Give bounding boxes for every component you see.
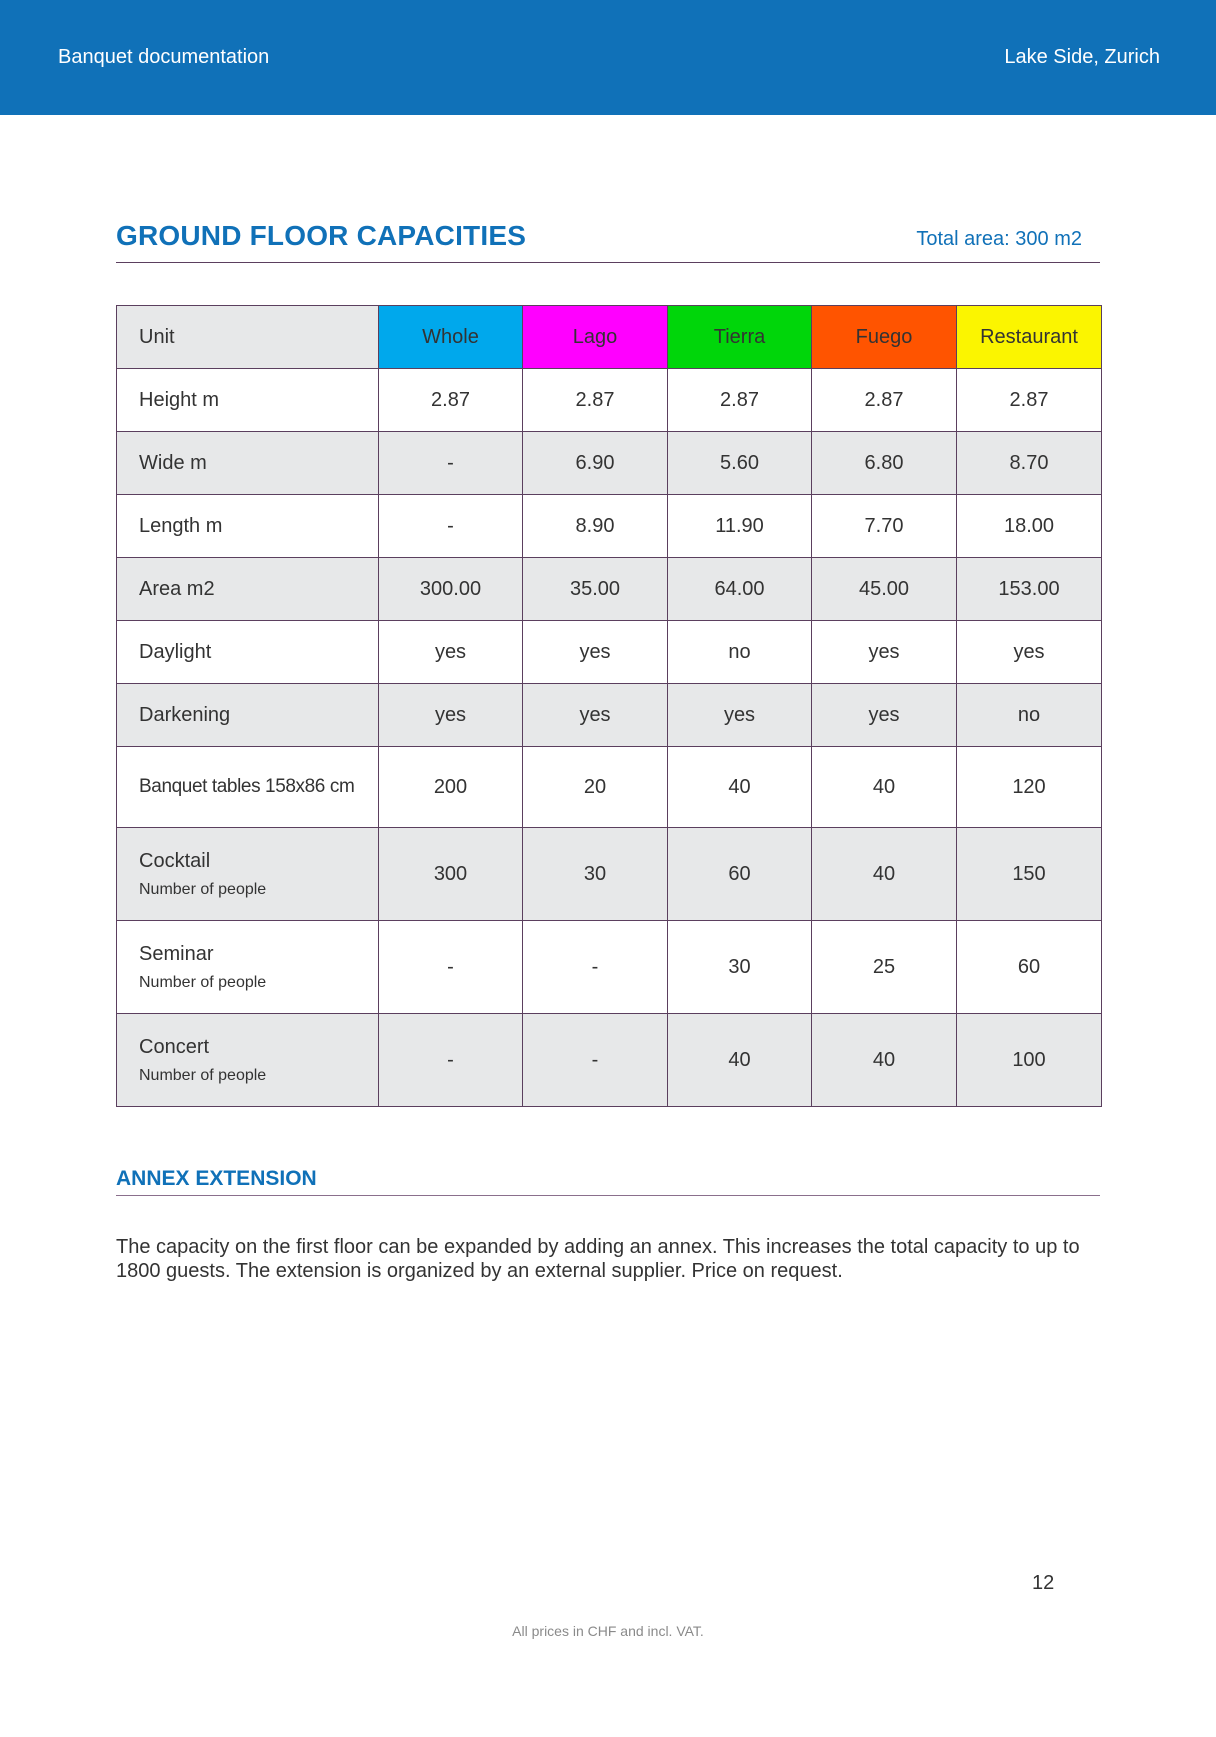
table-row	[117, 747, 1102, 828]
row-label-cell	[117, 828, 379, 921]
capacity-table	[116, 305, 1102, 1107]
table-cell: yes	[379, 621, 523, 684]
table-cell: 2.87	[379, 369, 523, 432]
table-cell: 2.87	[523, 369, 668, 432]
row-label-cell	[117, 921, 379, 1014]
table-cell: 150	[957, 828, 1102, 921]
table-cell: -	[379, 432, 523, 495]
table-cell: 40	[668, 747, 812, 828]
table-cell: -	[379, 1014, 523, 1107]
table-cell: -	[379, 921, 523, 1014]
table-cell: 35.00	[523, 558, 668, 621]
table-header-row	[117, 306, 1102, 369]
table-cell: 60	[668, 828, 812, 921]
table-cell: 30	[668, 921, 812, 1014]
table-cell: -	[523, 921, 668, 1014]
section-title: GROUND FLOOR CAPACITIES	[116, 220, 527, 251]
table-cell: 8.70	[957, 432, 1102, 495]
table-row	[117, 828, 1102, 921]
venue-location: Lake Side, Zurich	[1004, 46, 1160, 68]
row-label: Daylight	[117, 621, 379, 684]
table-row	[117, 1014, 1102, 1107]
row-label: Wide m	[117, 432, 379, 495]
table-cell: 6.80	[812, 432, 957, 495]
column-header-whole: Whole	[379, 306, 523, 369]
table-cell: 153.00	[957, 558, 1102, 621]
table-cell: 300	[379, 828, 523, 921]
table-cell: 20	[523, 747, 668, 828]
table-cell: 100	[957, 1014, 1102, 1107]
table-cell: yes	[957, 621, 1102, 684]
table-cell: 2.87	[668, 369, 812, 432]
row-label: Darkening	[117, 684, 379, 747]
title-divider	[116, 262, 1100, 263]
row-label: Height m	[117, 369, 379, 432]
row-label: Concert	[139, 1035, 210, 1058]
table-cell: -	[523, 1014, 668, 1107]
row-sublabel: Number of people	[139, 973, 267, 991]
footer-note: All prices in CHF and incl. VAT.	[512, 1623, 704, 1639]
column-header-lago: Lago	[523, 306, 668, 369]
table-cell: 18.00	[957, 495, 1102, 558]
table-cell: 40	[812, 1014, 957, 1107]
column-header-restaurant: Restaurant	[957, 306, 1102, 369]
header-bar	[0, 0, 1216, 115]
table-cell: yes	[523, 684, 668, 747]
row-label: Cocktail	[139, 849, 211, 872]
table-cell: yes	[668, 684, 812, 747]
table-cell: 300.00	[379, 558, 523, 621]
column-header-tierra: Tierra	[668, 306, 812, 369]
table-cell: -	[379, 495, 523, 558]
table-row	[117, 684, 1102, 747]
table-cell: no	[668, 621, 812, 684]
table-cell: 60	[957, 921, 1102, 1014]
annex-paragraph: The capacity on the first floor can be expanded by adding an annex. This increases the total capacity to up to 1800 guests. The extension is organized by an external supplier. Price on request.	[116, 1236, 1080, 1282]
table-cell: 2.87	[812, 369, 957, 432]
table-cell: 30	[523, 828, 668, 921]
annex-title: ANNEX EXTENSION	[116, 1167, 317, 1190]
table-cell: 200	[379, 747, 523, 828]
document-title: Banquet documentation	[58, 46, 270, 68]
row-sublabel: Number of people	[139, 1066, 267, 1084]
column-header-fuego: Fuego	[812, 306, 957, 369]
table-row	[117, 432, 1102, 495]
column-header-unit: Unit	[117, 306, 379, 369]
table-cell: yes	[812, 621, 957, 684]
table-cell: 8.90	[523, 495, 668, 558]
table-cell: 6.90	[523, 432, 668, 495]
table-cell: 40	[812, 747, 957, 828]
table-row	[117, 495, 1102, 558]
table-cell: 40	[668, 1014, 812, 1107]
table-row	[117, 921, 1102, 1014]
row-label: Seminar	[139, 942, 214, 965]
table-row	[117, 621, 1102, 684]
table-cell: 25	[812, 921, 957, 1014]
row-sublabel: Number of people	[139, 880, 267, 898]
page-number: 12	[1032, 1572, 1055, 1594]
table-cell: yes	[379, 684, 523, 747]
row-label: Banquet tables 158x86 cm	[117, 747, 379, 828]
table-cell: yes	[812, 684, 957, 747]
table-cell: 5.60	[668, 432, 812, 495]
table-cell: no	[957, 684, 1102, 747]
total-area: Total area: 300 m2	[916, 228, 1082, 250]
table-cell: 64.00	[668, 558, 812, 621]
row-label: Length m	[117, 495, 379, 558]
annex-divider	[116, 1195, 1100, 1196]
table-cell: yes	[523, 621, 668, 684]
table-cell: 45.00	[812, 558, 957, 621]
row-label-cell	[117, 1014, 379, 1107]
table-row	[117, 558, 1102, 621]
row-label: Area m2	[117, 558, 379, 621]
table-cell: 7.70	[812, 495, 957, 558]
table-cell: 11.90	[668, 495, 812, 558]
table-cell: 120	[957, 747, 1102, 828]
table-cell: 2.87	[957, 369, 1102, 432]
table-cell: 40	[812, 828, 957, 921]
table-row	[117, 369, 1102, 432]
